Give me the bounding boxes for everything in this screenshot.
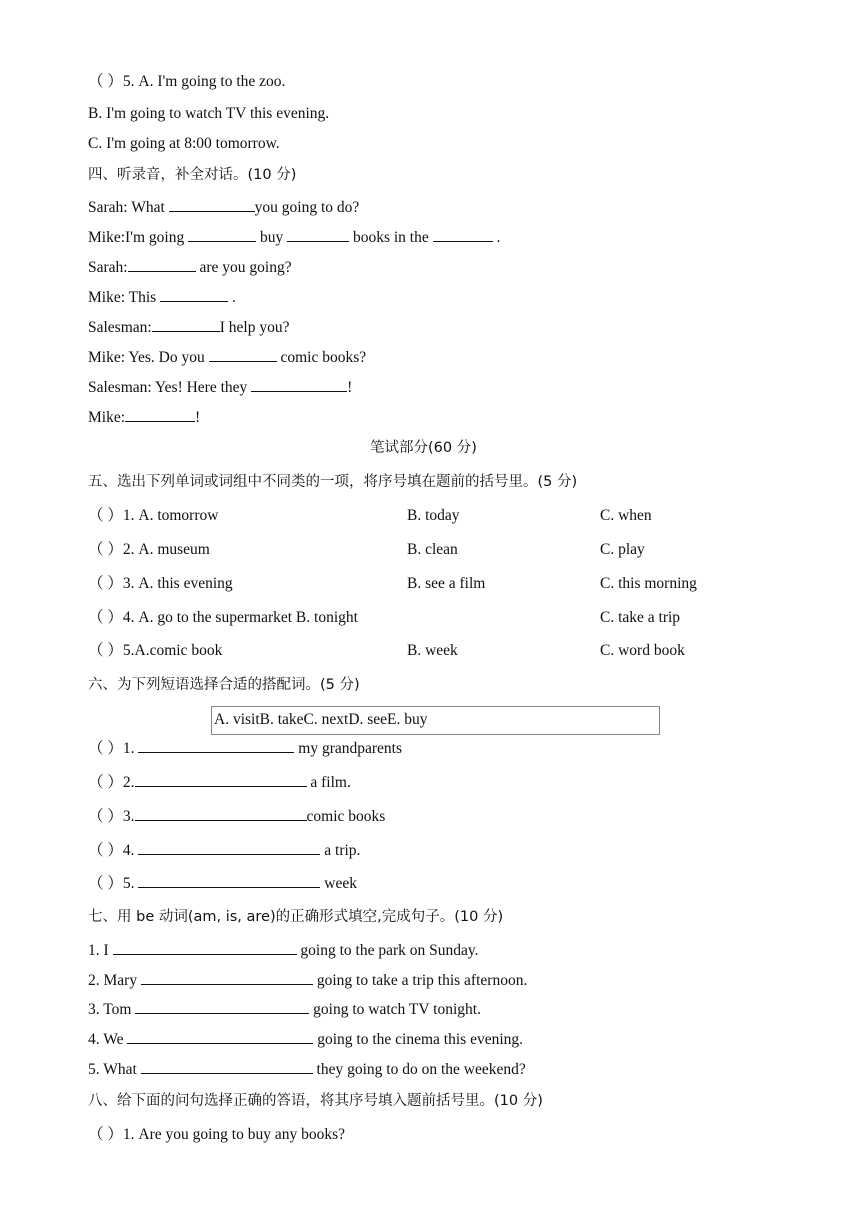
blank[interactable] — [287, 227, 349, 242]
text: they going to do on the weekend? — [312, 1061, 526, 1078]
blank[interactable] — [135, 806, 307, 821]
text: 2. Mary — [88, 972, 141, 989]
text: a trip. — [320, 842, 361, 859]
text: going to watch TV tonight. — [309, 1001, 481, 1018]
blank[interactable] — [141, 970, 313, 985]
blank[interactable] — [152, 317, 220, 332]
text: buy — [256, 229, 288, 246]
text: books in the — [349, 229, 433, 246]
text: comic books — [306, 808, 386, 825]
blank[interactable] — [113, 940, 297, 955]
dialogue-line-4 — [88, 287, 236, 309]
option-text: C. I'm going at 8:00 tomorrow. — [88, 135, 280, 152]
dialogue-line-8 — [88, 407, 200, 429]
row-1-col-c: C. when — [600, 507, 652, 524]
blank[interactable] — [138, 738, 294, 753]
text: （ ）5. — [88, 875, 139, 892]
blank[interactable] — [135, 999, 309, 1014]
blank[interactable] — [169, 197, 255, 212]
blank[interactable] — [125, 407, 195, 422]
question-5 — [88, 71, 285, 93]
text: going to take a trip this afternoon. — [312, 972, 528, 989]
match-2 — [88, 772, 351, 794]
option-b — [88, 103, 329, 125]
section-title: 笔试部分(60 分) — [370, 440, 477, 456]
blank[interactable] — [209, 347, 277, 362]
text: going to the park on Sunday. — [296, 942, 479, 959]
text: Mike:I'm going — [88, 229, 189, 246]
option-c — [88, 133, 280, 155]
section-heading-5: 五、选出下列单词或词组中不同类的一项，将序号填在题前的括号里。(5 分) — [88, 474, 578, 490]
row-2-col-a: （ ）2. A. museum — [88, 541, 210, 558]
text: Mike: — [88, 409, 126, 426]
text: （ ）4. — [88, 842, 139, 859]
sentence-4 — [88, 1029, 523, 1051]
match-4 — [88, 840, 360, 862]
dialogue-line-7 — [88, 377, 352, 399]
row-1-col-a: （ ）1. A. tomorrow — [88, 507, 219, 524]
text: 3. Tom — [88, 1001, 136, 1018]
row-3-col-c: C. this morning — [600, 575, 697, 592]
section-heading-7: 七、用 be 动词(am, is, are)的正确形式填空,完成句子。(10 分) — [88, 909, 504, 925]
blank[interactable] — [127, 1029, 313, 1044]
row-2-col-c: C. play — [600, 541, 645, 558]
text: 1. I — [88, 942, 113, 959]
text: Salesman: Yes! Here they — [88, 379, 252, 396]
text: Mike: This — [88, 289, 161, 306]
text: comic books? — [276, 349, 367, 366]
row-5-col-b: B. week — [407, 642, 458, 659]
blank[interactable] — [128, 257, 196, 272]
blank[interactable] — [433, 227, 493, 242]
row-4-col-a: （ ）4. A. go to the supermarket B. tonight — [88, 609, 358, 626]
row-5-col-a: （ ）5.A.comic book — [88, 642, 223, 659]
text: Sarah: — [88, 259, 128, 276]
text: I help you? — [219, 319, 290, 336]
text: Sarah: What — [88, 199, 169, 216]
text: 4. We — [88, 1031, 128, 1048]
section-heading-6: 六、为下列短语选择合适的搭配词。(5 分) — [88, 677, 360, 693]
text: . — [228, 289, 236, 306]
blank[interactable] — [188, 227, 256, 242]
match-3 — [88, 806, 385, 828]
text: . — [492, 229, 501, 246]
text: week — [320, 875, 357, 892]
question-1: （ ）1. Are you going to buy any books? — [88, 1126, 346, 1143]
text: （ ）2. — [88, 774, 135, 791]
word-bank: A. visitB. takeC. nextD. seeE. buy — [214, 711, 428, 728]
word-bank-box — [211, 706, 660, 735]
sentence-3 — [88, 999, 481, 1021]
question-text: （ ）5. A. I'm going to the zoo. — [88, 73, 286, 90]
row-3-col-a: （ ）3. A. this evening — [88, 575, 233, 592]
text: 5. What — [88, 1061, 141, 1078]
text: Mike: Yes. Do you — [88, 349, 209, 366]
match-5 — [88, 873, 357, 895]
sentence-1 — [88, 940, 479, 962]
row-4-col-c: C. take a trip — [600, 609, 681, 626]
dialogue-line-1 — [88, 197, 359, 219]
text: you going to do? — [254, 199, 360, 216]
dialogue-line-6 — [88, 347, 366, 369]
dialogue-line-3 — [88, 257, 292, 279]
row-1-col-b: B. today — [407, 507, 460, 524]
dialogue-line-2 — [88, 227, 500, 249]
text: （ ）3. — [88, 808, 135, 825]
option-text: B. I'm going to watch TV this evening. — [88, 105, 330, 122]
text: going to the cinema this evening. — [313, 1031, 524, 1048]
row-2-col-b: B. clean — [407, 541, 458, 558]
blank[interactable] — [138, 873, 320, 888]
blank[interactable] — [141, 1059, 313, 1074]
section-heading-4: 四、听录音，补全对话。(10 分) — [88, 167, 297, 183]
text: a film. — [306, 774, 351, 791]
match-1 — [88, 738, 402, 760]
section-heading-8: 八、给下面的问句选择正确的答语，将其序号填入题前括号里。(10 分) — [88, 1093, 543, 1109]
text: ! — [195, 409, 201, 426]
blank[interactable] — [138, 840, 320, 855]
text: my grandparents — [294, 740, 402, 757]
text: Salesman: — [88, 319, 152, 336]
blank[interactable] — [160, 287, 228, 302]
blank[interactable] — [251, 377, 347, 392]
blank[interactable] — [135, 772, 307, 787]
row-3-col-b: B. see a film — [407, 575, 486, 592]
sentence-2 — [88, 970, 527, 992]
text: （ ）1. — [88, 740, 139, 757]
dialogue-line-5 — [88, 317, 289, 339]
row-5-col-c: C. word book — [600, 642, 685, 659]
text: are you going? — [195, 259, 292, 276]
sentence-5 — [88, 1059, 526, 1081]
text: ! — [347, 379, 353, 396]
